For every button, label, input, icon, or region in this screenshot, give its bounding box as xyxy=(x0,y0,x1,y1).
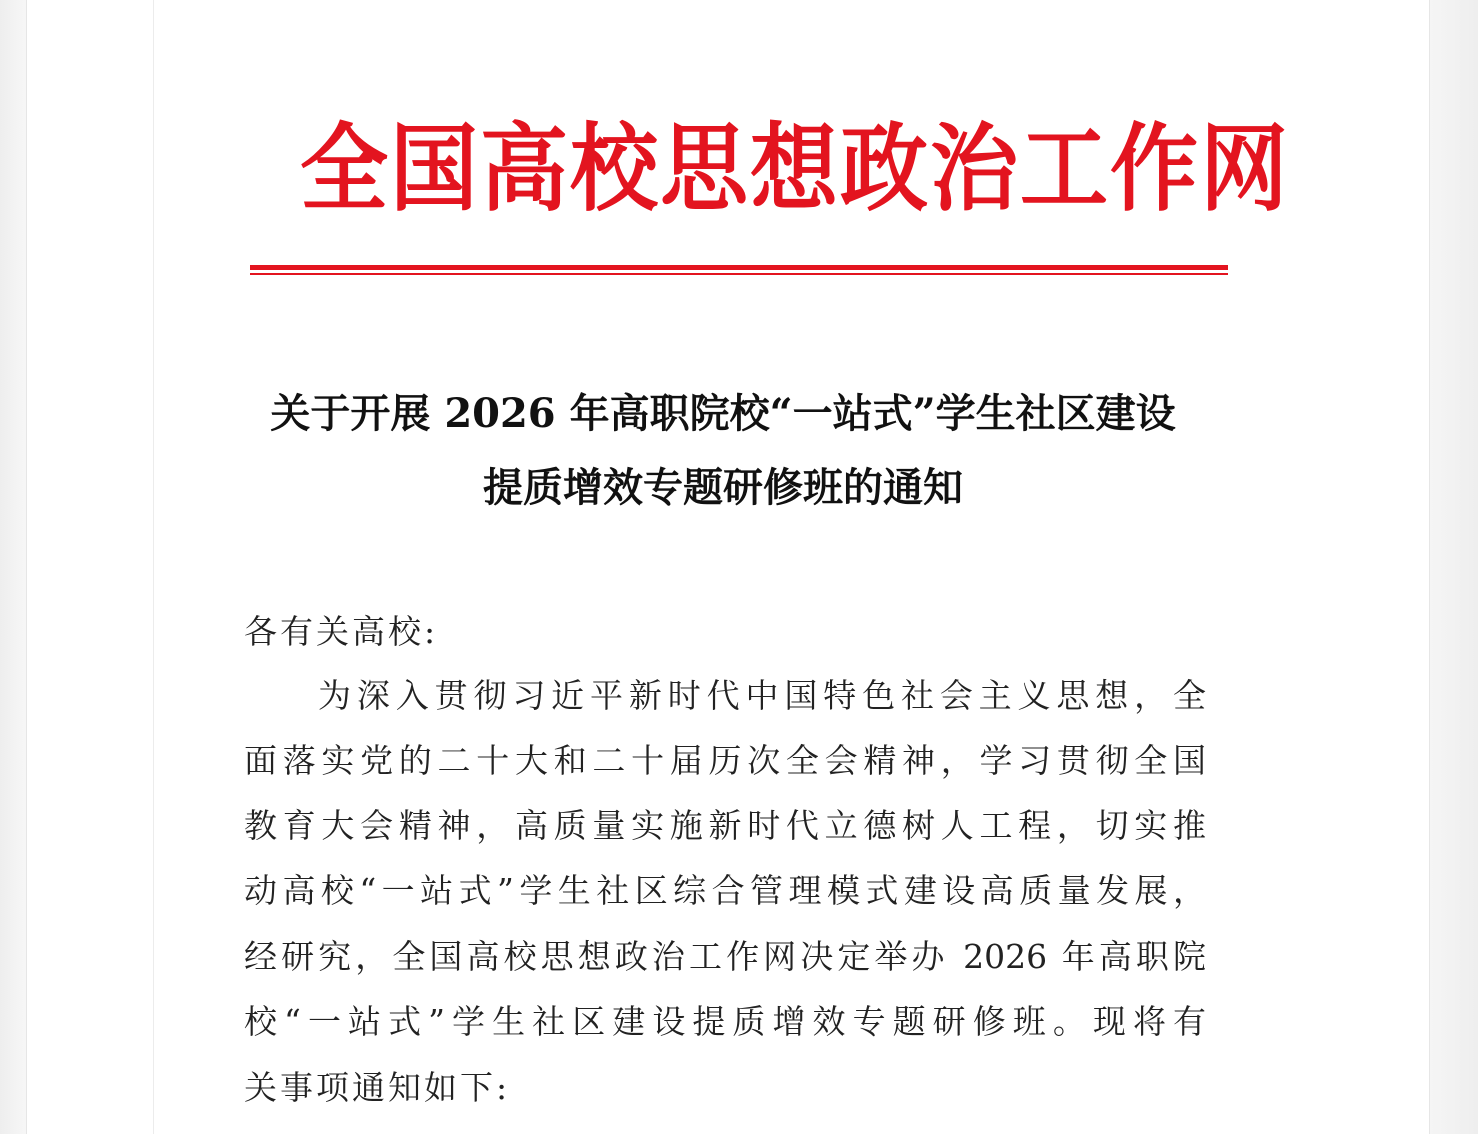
body-paragraph-line: 校“一站式”学生社区建设提质增效专题研修班。现将有 xyxy=(244,1002,1206,1041)
body-paragraph-line: 面落实党的二十大和二十届历次全会精神，学习贯彻全国 xyxy=(244,741,1206,780)
masthead-red-rule-thick xyxy=(250,265,1228,270)
page-edge-shadow xyxy=(153,0,154,1134)
notice-title-line-2: 提质增效专题研修班的通知 xyxy=(483,464,963,511)
masthead-title: 全国高校思想政治工作网 xyxy=(300,112,1291,225)
salutation: 各有关高校: xyxy=(244,612,439,651)
body-paragraph-line: 为深入贯彻习近平新时代中国特色社会主义思想，全 xyxy=(318,676,1206,715)
body-paragraph-line: 关事项通知如下: xyxy=(244,1068,511,1107)
body-paragraph-line: 经研究，全国高校思想政治工作网决定举办 2026 年高职院 xyxy=(244,937,1206,976)
notice-title-line-1: 关于开展 2026 年高职院校“一站式”学生社区建设 xyxy=(270,390,1176,437)
body-paragraph-line: 动高校“一站式”学生社区综合管理模式建设高质量发展， xyxy=(244,871,1206,910)
masthead-red-rule-thin xyxy=(250,273,1228,275)
body-paragraph-line: 教育大会精神，高质量实施新时代立德树人工程，切实推 xyxy=(244,806,1206,845)
